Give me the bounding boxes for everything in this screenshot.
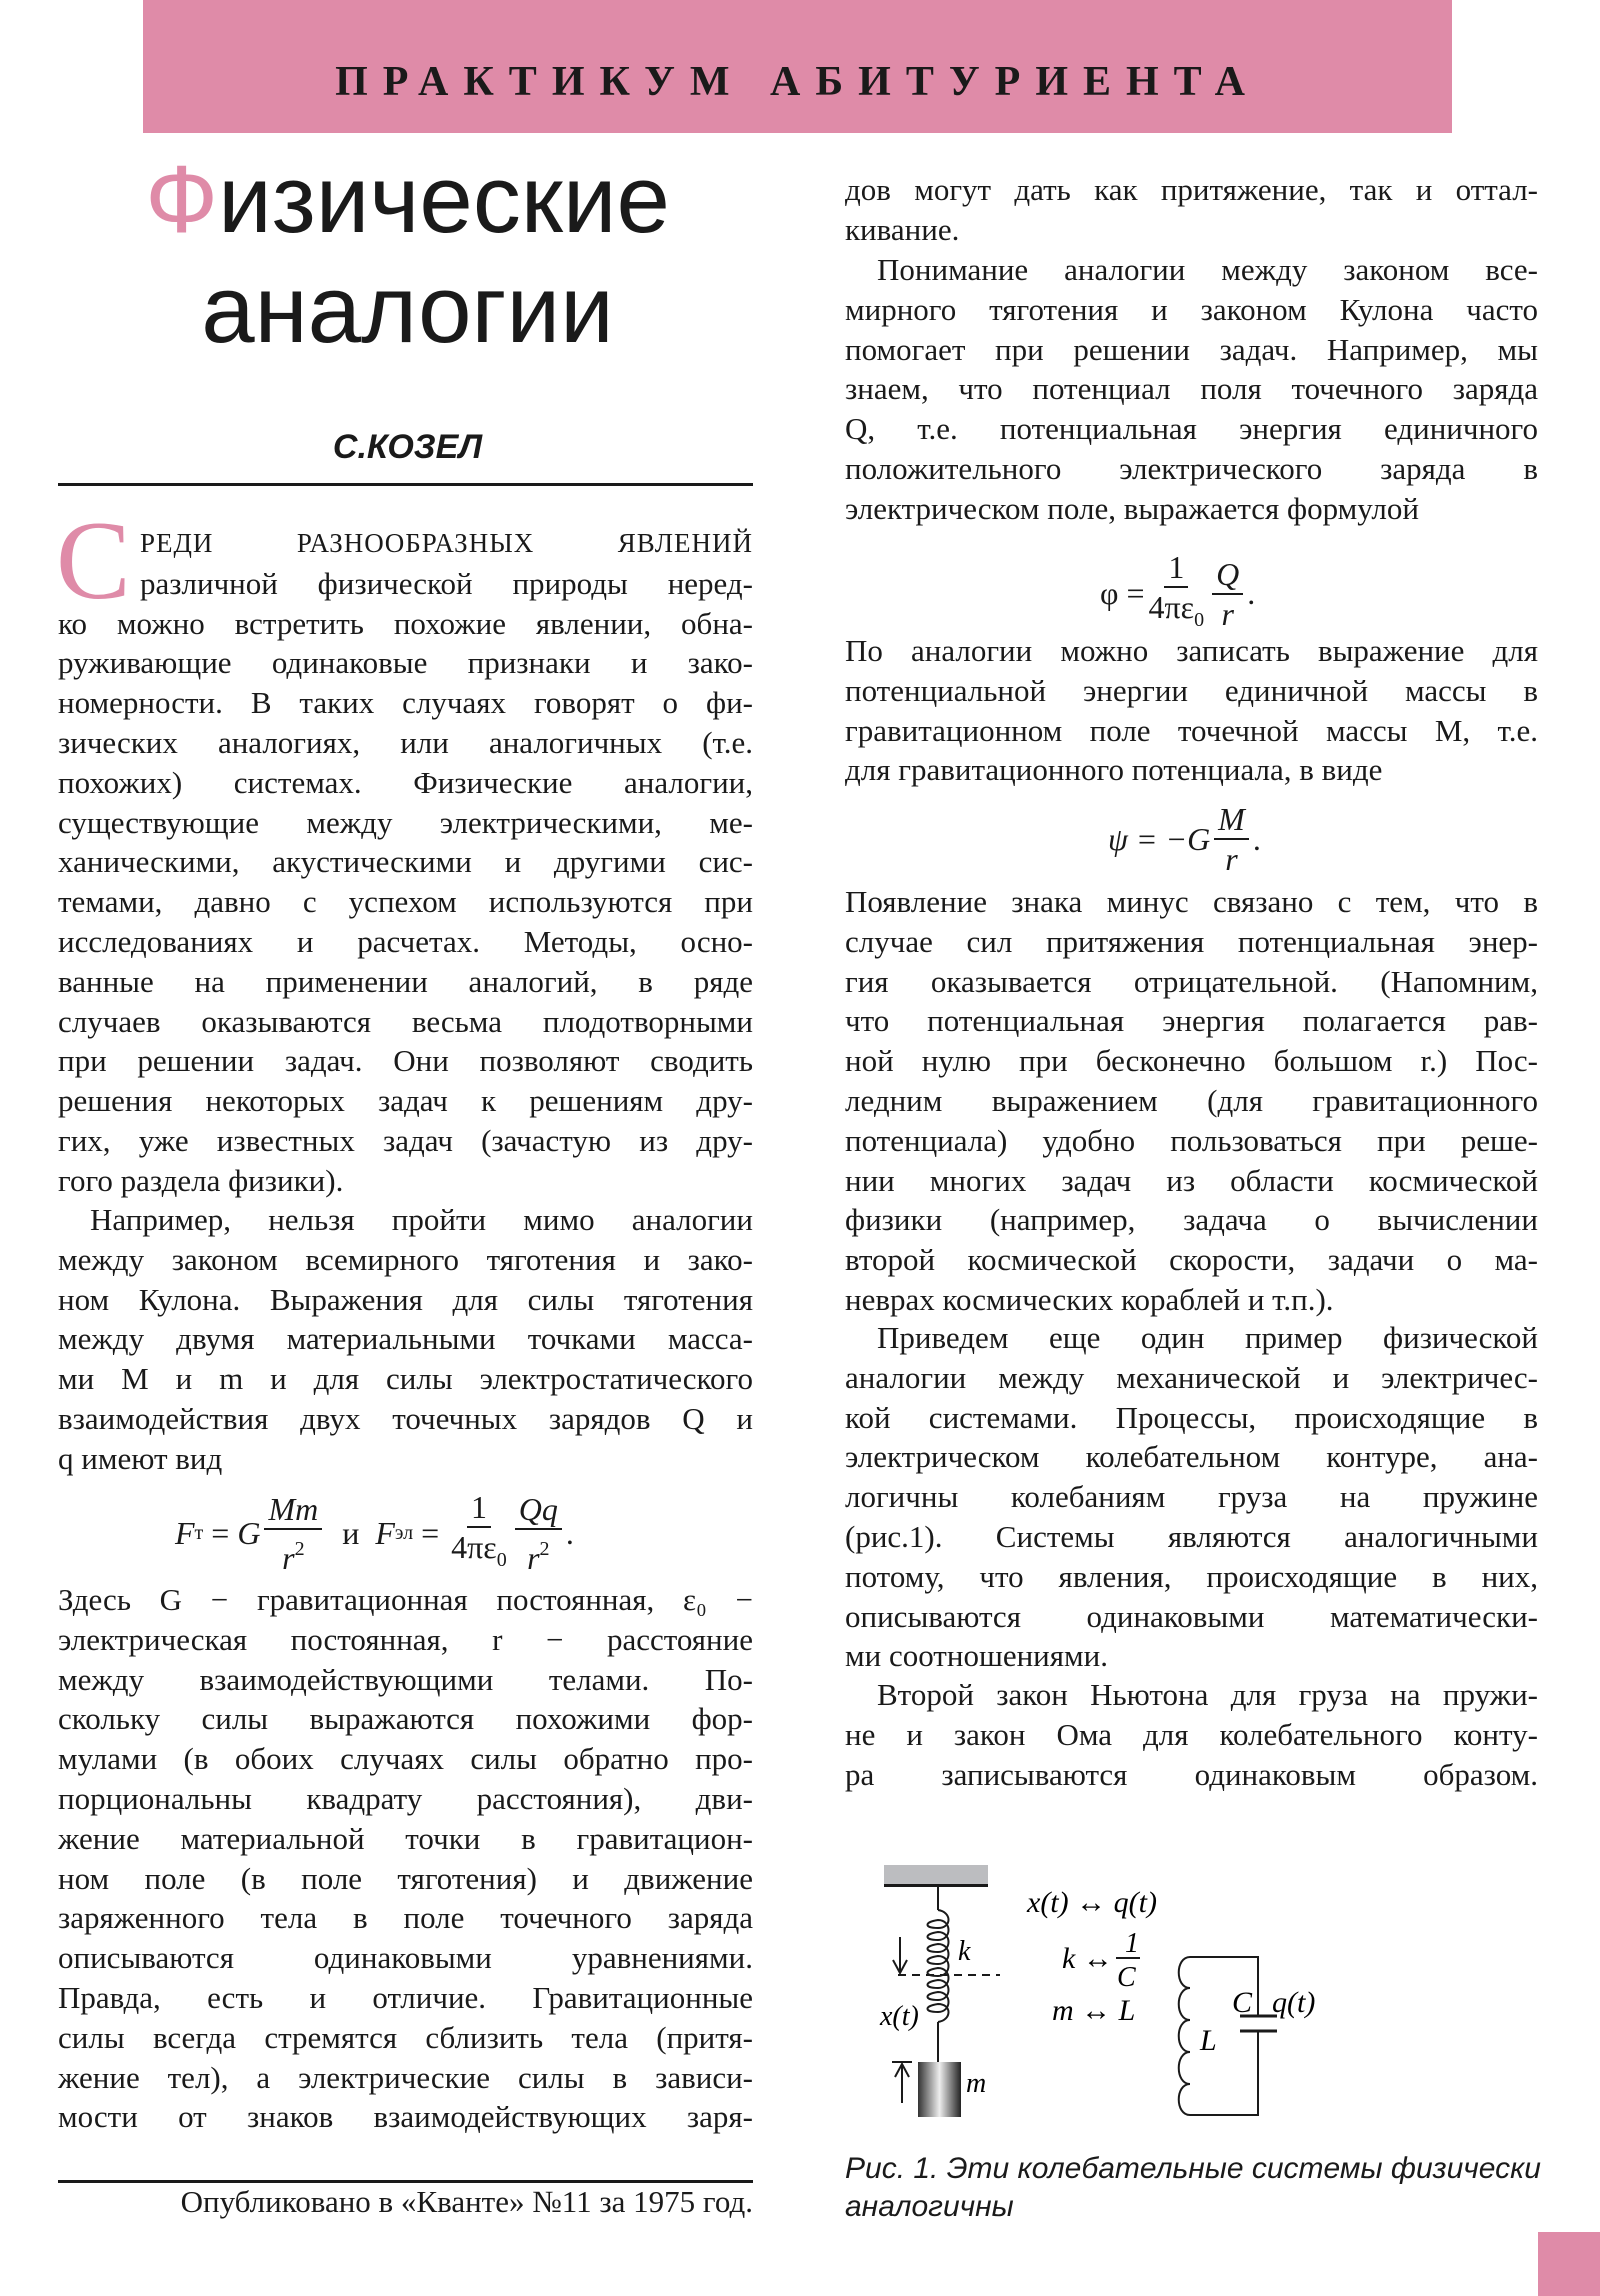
text-line: для гравитационного потенциала, в виде [845,752,1383,788]
text-line: номерности. В таких случаях говорят о фи- [58,685,753,721]
text-line: ном поле (в поле тяготения) и движение [58,1860,753,1896]
inductor-label: L [1200,2024,1217,2057]
denominator: $r^2$ [527,1538,550,1576]
text-line: описываются одинаковыми уравнениями. [58,1940,753,1976]
formula-subscript: эл [394,1522,414,1544]
text-line: электрическая постоянная, r − расстояние [58,1621,753,1657]
text-line: ванные на применении аналогий, в ряде [58,963,753,999]
right-paragraph-2 [845,631,1538,790]
numerator: 1 [467,1488,491,1528]
numerator: Qq [515,1490,562,1530]
text-line: зических аналогиях, или аналогичных (т.е. [58,724,753,760]
text-line: между законом всемирного тяготения и зако- [58,1241,753,1277]
figure-caption [845,2150,1545,2226]
section-header-banner [143,0,1452,133]
numerator: 1 [1164,548,1188,588]
text-line: гих, уже известных задач (зачастую из дру- [58,1122,753,1158]
text-line: мулами (в обоих случаях силы обратно про- [58,1741,753,1777]
fraction [1212,555,1243,633]
arrow-up-icon [892,2062,912,2103]
drop-cap: С [56,499,131,623]
title-divider [58,483,753,486]
left-paragraph-1 [58,524,753,1201]
text-line: заряженного тела в поле точечного заряда [58,1900,753,1936]
denominator: r [1225,841,1238,877]
numerator: M [1214,800,1249,840]
footnote-divider [58,2180,753,2183]
formula-lhs: φ = [1100,575,1145,611]
arrow-down-icon [893,1937,907,1973]
text-line: похожих) системах. Физические аналогии, [58,764,753,800]
text-line: Приведем еще один пример физической [877,1320,1538,1355]
page-corner-marker [1538,2232,1600,2296]
article-title-line2: аналогии [201,256,614,363]
text-line: случаев оказываются весьма плодотворными [58,1003,753,1039]
text-line: электрическом поле, выражается формулой [845,490,1419,526]
ceiling-edge [884,1884,988,1887]
text-line: ной нулю при бесконечно большом r.) Пос- [845,1043,1538,1079]
text-line: По аналогии можно записать выражение для [845,633,1538,668]
formula-period: . [565,1515,574,1551]
denominator: $r^2$ [282,1538,305,1576]
text-line: мирного тяготения и законом Кулона часто [845,291,1538,327]
text-line: знаем, что потенциал поля точечного заряда [845,371,1538,407]
formula-symbol: G [237,1515,261,1551]
text-line: РЕДИ РАЗНООБРАЗНЫХ ЯВЛЕНИЙ [140,528,753,558]
text-line: помогает при решении задач. Например, мы [845,331,1538,367]
formula-conjunction: и [342,1515,360,1551]
analogy-k-c: k ↔ [1062,1942,1113,1975]
text-line: Появление знака минус связано с тем, что в [845,884,1538,919]
text-line: неврах космических кораблей и т.п.). [845,1281,1334,1317]
text-line: ми M и m и для силы электростатического [58,1361,753,1397]
formula-period: . [1252,820,1261,857]
text-line: между взаимодействующими телами. По- [58,1661,753,1697]
text-line: электрическом колебательном контуре, ана- [845,1439,1538,1475]
capacitor-label: C [1232,1986,1253,2019]
text-line: (рис.1). Системы являются аналогичными [845,1518,1538,1554]
text-line: положительного электрического заряда в [845,450,1538,486]
text-line: второй космической скорости, задачи о ма- [845,1242,1538,1278]
text-line: что потенциальная энергия полагается рав- [845,1003,1538,1039]
text-line: ко можно встретить похожие явлении, обна- [58,605,753,641]
text-line: потенциала) удобно пользоваться при реше- [845,1122,1538,1158]
text-line: ми соотношениями. [845,1638,1108,1674]
analogy-m-l: m ↔ L [1052,1994,1136,2027]
mass-label: m [966,2068,987,2099]
article-title-line1 [60,146,755,253]
potential-phi-formula [1100,548,1255,639]
text-line: Здесь G − гравитационная постоянная, ε₀ − [58,1582,753,1617]
text-line: руживающие одинаковые признаки и зако- [58,645,753,681]
fraction [515,1490,562,1577]
text-line: жение тел), а электрические силы в зависи- [58,2059,753,2095]
denominator: $4\pi\varepsilon_0$ [451,1529,507,1571]
formula-eq: = [211,1515,230,1551]
text-line: ледним выражением (для гравитационного [845,1082,1538,1118]
author-name: С.КОЗЕЛ [332,428,483,466]
ceiling-support [884,1865,988,1885]
gravity-coulomb-formula [175,1488,574,1579]
text-line: Понимание аналогии между законом все- [877,252,1538,287]
spring-constant-label: k [958,1936,971,1967]
right-paragraph-5 [845,1675,1538,1794]
formula-subscript: т [194,1522,204,1544]
text-line: описываются одинаковыми математически- [845,1598,1538,1634]
text-line: силы всегда стремятся сблизить тела (притя- [58,2019,753,2055]
text-line: не и закон Ома для колебательного конту- [845,1716,1538,1752]
fraction [1214,800,1249,878]
formula-lhs: ψ = −G [1108,820,1211,857]
formula-eq: = [421,1515,440,1551]
formula-symbol: F [375,1515,395,1551]
left-paragraph-3 [58,1580,753,2137]
text-line: аналогии между механической и электричес- [845,1359,1538,1395]
text-line: различной физической природы неред- [140,565,753,601]
text-line: физики (например, задача о вычислении [845,1202,1538,1238]
text-line: Q, т.е. потенциальная энергия единичного [845,411,1538,447]
text-line: ра записываются одинаковым образом. [845,1756,1538,1792]
displacement-label: x(t) [880,2001,919,2032]
right-paragraph-1 [845,250,1538,529]
text-line: взаимодействия двух точечных зарядов Q и [58,1400,753,1436]
right-paragraph-4 [845,1318,1538,1676]
text-line: нии многих задач из области космической [845,1162,1538,1198]
publication-note: Опубликовано в «Кванте» №11 за 1975 год. [180,2184,753,2219]
denominator: $4\pi\varepsilon_0$ [1148,589,1205,631]
text-line: существующие между электрическими, ме- [58,804,753,840]
text-line: ханическими, акустическими и другими сис- [58,844,753,880]
text-line: дов могут дать как притяжение, так и оттал- [845,172,1538,207]
text-line: при решении задач. Они позволяют сводить [58,1043,753,1079]
right-paragraph-0 [845,170,1538,250]
text-line: решения некоторых задач к решениям дру- [58,1083,753,1119]
text-line: жение материальной точки в гравитацион- [58,1820,753,1856]
caption-line: аналогичны [845,2190,1014,2223]
caption-line: Рис. 1. Эти колебательные системы физически [845,2152,1541,2185]
text-line: Второй закон Ньютона для груза на пружи- [877,1677,1538,1712]
numerator: Q [1212,555,1243,595]
text-line: гравитационном поле точечной массы M, т.е. [845,712,1538,748]
figure-oscillating-systems [840,1840,1560,2140]
left-paragraph-2 [58,1200,753,1479]
analogy-fraction-denominator: C [1117,1962,1136,1993]
text-line: потенциальной энергии единичной массы в [845,672,1538,708]
section-title: ПРАКТИКУМ АБИТУРИЕНТА [335,59,1260,105]
text-line: темами, давно с успехом используются при [58,884,753,920]
text-line: случае сил притяжения потенциальная энер- [845,923,1538,959]
text-line: скольку силы выражаются похожими фор- [58,1701,753,1737]
lc-circuit [1179,1957,1277,2115]
denominator: r [1221,595,1234,632]
text-line: мости от знаков взаимодействующих заря- [58,2099,753,2135]
title-accent-letter: Ф [145,146,219,253]
text-line: Например, нельзя пройти мимо аналогии [90,1202,753,1237]
numerator: Mm [264,1490,322,1530]
text-line: порциональны квадрату расстояния), дви- [58,1780,753,1816]
fraction [264,1490,322,1577]
text-line: гого раздела физики). [58,1162,344,1198]
text-line: ном Кулона. Выражения для силы тяготения [58,1281,753,1317]
text-line: гия оказывается отрицательной. (Напомним, [845,963,1538,999]
text-line: между двумя материальными точками масса- [58,1321,753,1357]
inductor-coil-icon [1179,1957,1190,2115]
fraction [451,1488,507,1579]
text-line: q имеют вид [58,1440,223,1476]
text-line: потому, что явления, происходящие в них, [845,1558,1538,1594]
title-text: изические [218,146,670,253]
analogy-x-q: x(t) ↔ q(t) [1027,1886,1157,1919]
text-line: кой системами. Процессы, происходящие в [845,1399,1538,1435]
formula-symbol: F [175,1515,195,1551]
text-line: Правда, есть и отличие. Гравитационные [58,1979,753,2015]
fraction [1149,548,1205,639]
analogy-fraction-numerator: 1 [1125,1928,1139,1959]
text-line: исследованиях и расчетах. Методы, осно- [58,923,753,959]
formula-period: . [1247,575,1256,611]
charge-label: q(t) [1272,1986,1316,2019]
mass-block [918,2062,961,2117]
gravitational-potential-formula [1108,800,1261,878]
text-line: логичны колебаниям груза на пружине [845,1479,1538,1515]
text-line: кивание. [845,211,960,247]
right-paragraph-3 [845,882,1538,1320]
